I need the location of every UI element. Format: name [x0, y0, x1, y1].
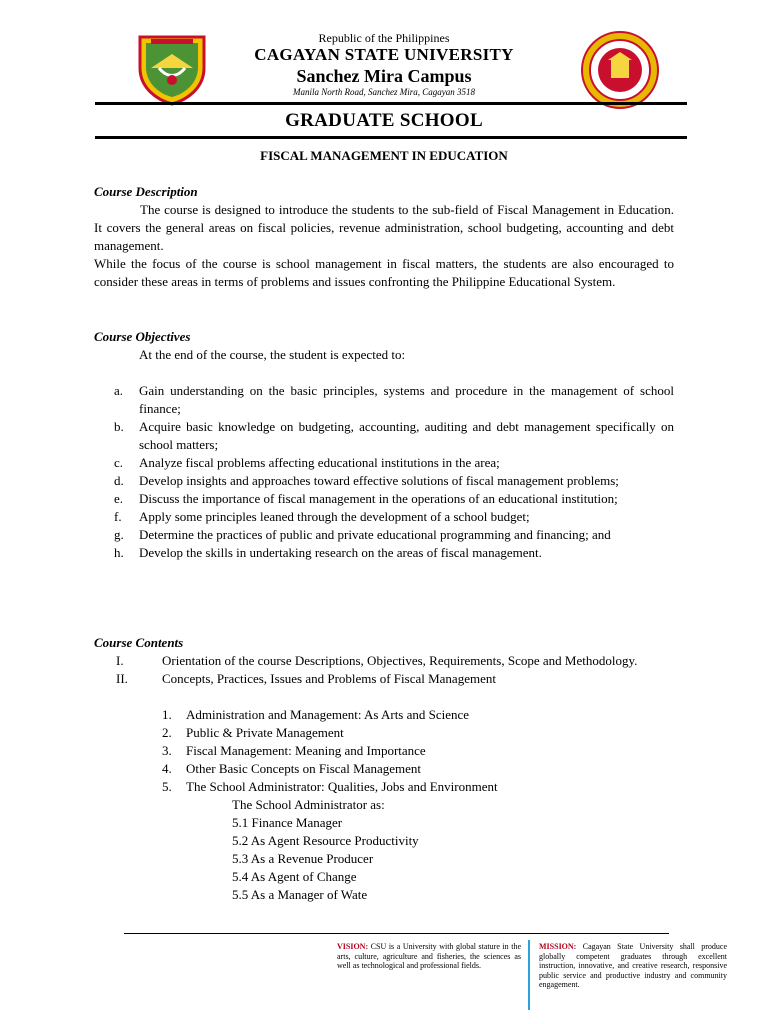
objective-item: [114, 490, 674, 508]
mission-statement: [539, 942, 727, 990]
objective-label: h.: [114, 545, 124, 560]
objective-label: c.: [114, 455, 124, 470]
campus-name: Sanchez Mira Campus: [296, 66, 472, 86]
contents-sub-item: 5.2 As Agent Resource Productivity: [232, 833, 419, 848]
contents-sub-item: 5.5 As a Manager of Wate: [232, 887, 368, 902]
contents-subitem: [162, 706, 672, 724]
objective-text: Acquire basic knowledge on budgeting, accounting, auditing and debt management specifically on school matters;: [139, 419, 674, 452]
section-title: GRADUATE SCHOOL: [285, 110, 483, 131]
header-rule-bottom: [95, 136, 687, 139]
objective-label: d.: [114, 473, 124, 488]
contents-subtext: Public & Private Management: [186, 725, 344, 740]
mission-label: MISSION:: [539, 942, 577, 951]
mission-text: Cagayan State University shall produce globally competent graduates through excellent instruction, innovative, and creative research, responsive public service and productive industry and community engagement.: [539, 942, 727, 989]
contents-subtext: Other Basic Concepts on Fiscal Management: [186, 761, 422, 776]
contents-subitem: [162, 760, 672, 778]
university-name: CAGAYAN STATE UNIVERSITY: [254, 45, 514, 64]
vision-statement: [337, 942, 521, 971]
contents-item: [116, 670, 674, 688]
objective-text: Apply some principles leaned through the development of a school budget;: [139, 509, 530, 524]
contents-item: [116, 652, 674, 670]
contents-sub-item: 5.1 Finance Manager: [232, 815, 343, 830]
contents-subtext: Administration and Management: As Arts and Science: [186, 707, 470, 722]
contents-sublabel: 3.: [162, 743, 172, 758]
objective-text: Develop insights and approaches toward effective solutions of fiscal management problems;: [139, 473, 619, 488]
objective-label: f.: [114, 509, 122, 524]
footer-divider: [528, 940, 530, 1010]
contents-numbered-list: [162, 706, 672, 796]
contents-subitem: [162, 742, 672, 760]
objective-text: Develop the skills in undertaking research on the areas of fiscal management.: [139, 545, 542, 560]
header-rule-top: [95, 102, 687, 105]
objective-item: [114, 454, 674, 472]
contents-text: Concepts, Practices, Issues and Problems of Fiscal Management: [162, 671, 496, 686]
vision-text: CSU is a University with global stature in the arts, culture, agriculture and fisheries, the sciences as well as technological and professional fields.: [337, 942, 522, 970]
objective-item: [114, 508, 674, 526]
document-title: FISCAL MANAGEMENT IN EDUCATION: [260, 148, 508, 163]
objective-label: e.: [114, 491, 124, 506]
vision-label: VISION:: [337, 942, 369, 951]
objective-text: Determine the practices of public and private educational programming and financing; and: [139, 527, 611, 542]
objective-text: Analyze fiscal problems affecting educational institutions in the area;: [139, 455, 500, 470]
objective-item: [114, 382, 674, 418]
objective-item: [114, 526, 674, 544]
contents-subtext: The School Administrator: Qualities, Jobs and Environment: [186, 779, 498, 794]
contents-subtext: Fiscal Management: Meaning and Importance: [186, 743, 426, 758]
objective-label: g.: [114, 527, 124, 542]
contents-sublabel: 2.: [162, 725, 172, 740]
course-objectives-intro: At the end of the course, the student is expected to:: [139, 347, 406, 362]
contents-label: II.: [116, 671, 128, 686]
objective-item: [114, 418, 674, 454]
contents-sub-list: [232, 796, 419, 904]
contents-sub-item: 5.3 As a Revenue Producer: [232, 851, 374, 866]
contents-sublabel: 5.: [162, 779, 172, 794]
republic-line: Republic of the Philippines: [318, 31, 450, 45]
objective-text: Gain understanding on the basic principles, systems and procedure in the management of school finance;: [139, 383, 674, 416]
objective-text: Discuss the importance of fiscal management in the operations of an educational institution;: [139, 491, 618, 506]
contents-sub-item: 5.4 As Agent of Change: [232, 869, 357, 884]
campus-address: Manila North Road, Sanchez Mira, Cagayan 3518: [293, 87, 475, 97]
contents-subitem: [162, 778, 672, 796]
course-description-para2: While the focus of the course is school management in fiscal matters, the students are also encouraged to consider these areas in terms of problems and issues confronting the Philippine Educational System.: [94, 256, 674, 289]
objective-item: [114, 544, 674, 562]
contents-label: I.: [116, 653, 124, 668]
objective-label: b.: [114, 419, 124, 434]
contents-sublabel: 1.: [162, 707, 172, 722]
course-description-para1: The course is designed to introduce the students to the sub-field of Fiscal Management in Education. It covers the general areas on fiscal policies, revenue administration, school budgeting, accounting and debt management.: [94, 202, 674, 253]
footer-rule: [124, 933, 669, 934]
objectives-list: [114, 382, 674, 562]
contents-text: Orientation of the course Descriptions, Objectives, Requirements, Scope and Methodology.: [162, 653, 638, 668]
course-objectives-heading: Course Objectives: [94, 329, 191, 344]
contents-subitem: [162, 724, 672, 742]
objective-item: [114, 472, 674, 490]
objective-label: a.: [114, 383, 124, 398]
contents-sublabel: 4.: [162, 761, 172, 776]
contents-roman-list: [116, 652, 674, 688]
course-contents-heading: Course Contents: [94, 635, 184, 650]
course-description-heading: Course Description: [94, 184, 198, 199]
contents-sub-intro: The School Administrator as:: [232, 797, 385, 812]
